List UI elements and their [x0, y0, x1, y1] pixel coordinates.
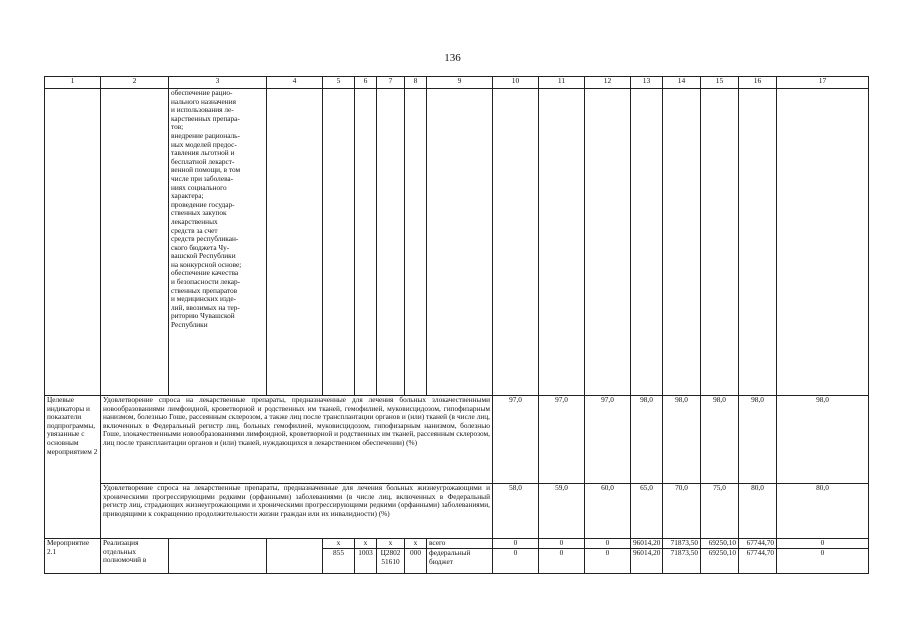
page-number: 136: [444, 52, 461, 64]
indicator-value: 97,0: [539, 396, 585, 484]
amount-cell: 0: [777, 539, 869, 549]
indicator-value: 59,0: [539, 484, 585, 539]
code-cell: 1003: [355, 549, 377, 574]
indicator-value: 75,0: [701, 484, 739, 539]
header-cell: 10: [493, 77, 539, 89]
header-row: [45, 77, 869, 89]
header-cell: 3: [169, 77, 267, 89]
measure-label: Мероприятие 2.1: [45, 539, 101, 574]
indicator-value: 58,0: [493, 484, 539, 539]
code-cell: 855: [323, 549, 355, 574]
indicator-row: [45, 396, 869, 484]
header-cell: 6: [355, 77, 377, 89]
header-cell: 8: [405, 77, 427, 89]
indicator-value: 70,0: [663, 484, 701, 539]
header-cell: 1: [45, 77, 101, 89]
amount-cell: 96014,20: [631, 549, 663, 574]
header-cell: 4: [267, 77, 323, 89]
header-cell: 13: [631, 77, 663, 89]
table-row: [45, 89, 869, 396]
header-cell: 17: [777, 77, 869, 89]
code-cell: Ц2802 51610: [377, 549, 405, 574]
indicator-value: 65,0: [631, 484, 663, 539]
continued-text-cell: обеспечение рацио- нального назначения и использования ле- карственных препара- тов; внедрение рациональ- ных моделей предос- тавления льготной и бесплатной лекарст- венной помощи, в том числе при заболева- ниях социального характера; проведение государ- ственных закупок лекарственных средств за счет средств республикан- ского бюджета Чу- вашской Республики на конкурсной основе; обеспечение качества и безопасности лекар- ственных препаратов и медицинских изде- лий, ввозимых на тер- риторию Чувашской Республики: [169, 89, 267, 396]
amount-cell: 0: [539, 549, 585, 574]
indicator-value: 98,0: [631, 396, 663, 484]
indicator-value: 98,0: [777, 396, 869, 484]
amount-cell: 71873,50: [663, 539, 701, 549]
indicator-value: 98,0: [739, 396, 777, 484]
amount-cell: 96014,20: [631, 539, 663, 549]
amount-cell: 0: [777, 549, 869, 574]
header-cell: 16: [739, 77, 777, 89]
code-cell: x: [323, 539, 355, 549]
amount-cell: 71873,50: [663, 549, 701, 574]
program-table: [44, 76, 869, 574]
funding-source: всего: [427, 539, 493, 549]
header-cell: 11: [539, 77, 585, 89]
code-cell: x: [405, 539, 427, 549]
code-cell: 000: [405, 549, 427, 574]
code-cell: x: [355, 539, 377, 549]
indicator-value: 80,0: [739, 484, 777, 539]
header-cell: 5: [323, 77, 355, 89]
indicator-row: [45, 484, 869, 539]
header-cell: 9: [427, 77, 493, 89]
amount-cell: 0: [585, 549, 631, 574]
indicator-value: 80,0: [777, 484, 869, 539]
amount-cell: 67744,70: [739, 539, 777, 549]
header-cell: 12: [585, 77, 631, 89]
indicator-value: 98,0: [701, 396, 739, 484]
amount-cell: 67744,70: [739, 549, 777, 574]
amount-cell: 69250,10: [701, 539, 739, 549]
amount-cell: 0: [493, 539, 539, 549]
funding-source: федеральный бюджет: [427, 549, 493, 574]
indicator-value: 97,0: [585, 396, 631, 484]
measure-name: Реализация отдельных полномочий в: [101, 539, 169, 574]
header-cell: 2: [101, 77, 169, 89]
indicator-value: 97,0: [493, 396, 539, 484]
amount-cell: 0: [493, 549, 539, 574]
indicators-label: Целевые индикаторы и показатели подпрограммы, увязанные с основным мероприятием 2: [45, 396, 101, 539]
amount-cell: 69250,10: [701, 549, 739, 574]
header-cell: 7: [377, 77, 405, 89]
amount-cell: 0: [539, 539, 585, 549]
code-cell: x: [377, 539, 405, 549]
header-cell: 14: [663, 77, 701, 89]
indicator-value: 60,0: [585, 484, 631, 539]
measure-row: [45, 539, 869, 549]
amount-cell: 0: [585, 539, 631, 549]
indicator-value: 98,0: [663, 396, 701, 484]
indicator-text: Удовлетворение спроса на лекарственные препараты, предназначенные для лечения больных злокачественными новообразованиями лимфоидной, кроветворной и родственных им тканей, гемофилией, муковисцидозом, гипофизарным нанизмом, болезнью Гоше, рассеянным склерозом, а также лиц после трансплантации органов и (или) тканей (в числе лиц, включенных в Федеральный регистр лиц, больных гемофилией, муковисцидозом, гипофизарным нанизмом, болезнью Гоше, злокачественными новообразованиями лимфоидной, кроветворной и родственных им тканей, рассеянным склерозом, лиц после трансплантации органов и (или) тканей, нуждающихся в лекарственном обеспечении) (%): [101, 396, 493, 484]
header-cell: 15: [701, 77, 739, 89]
indicator-text: Удовлетворение спроса на лекарственные препараты, предназначенные для лечения больных жизнеугрожающими и хроническими прогрессирующими редкими (орфанными) заболеваниями (в числе лиц, включенных в Федеральный регистр лиц, страдающих жизнеугрожающими и хроническими прогрессирующими редкими (орфанными) заболеваниями, приводящими к сокращению продолжительности жизни граждан или их инвалидности) (%): [101, 484, 493, 539]
